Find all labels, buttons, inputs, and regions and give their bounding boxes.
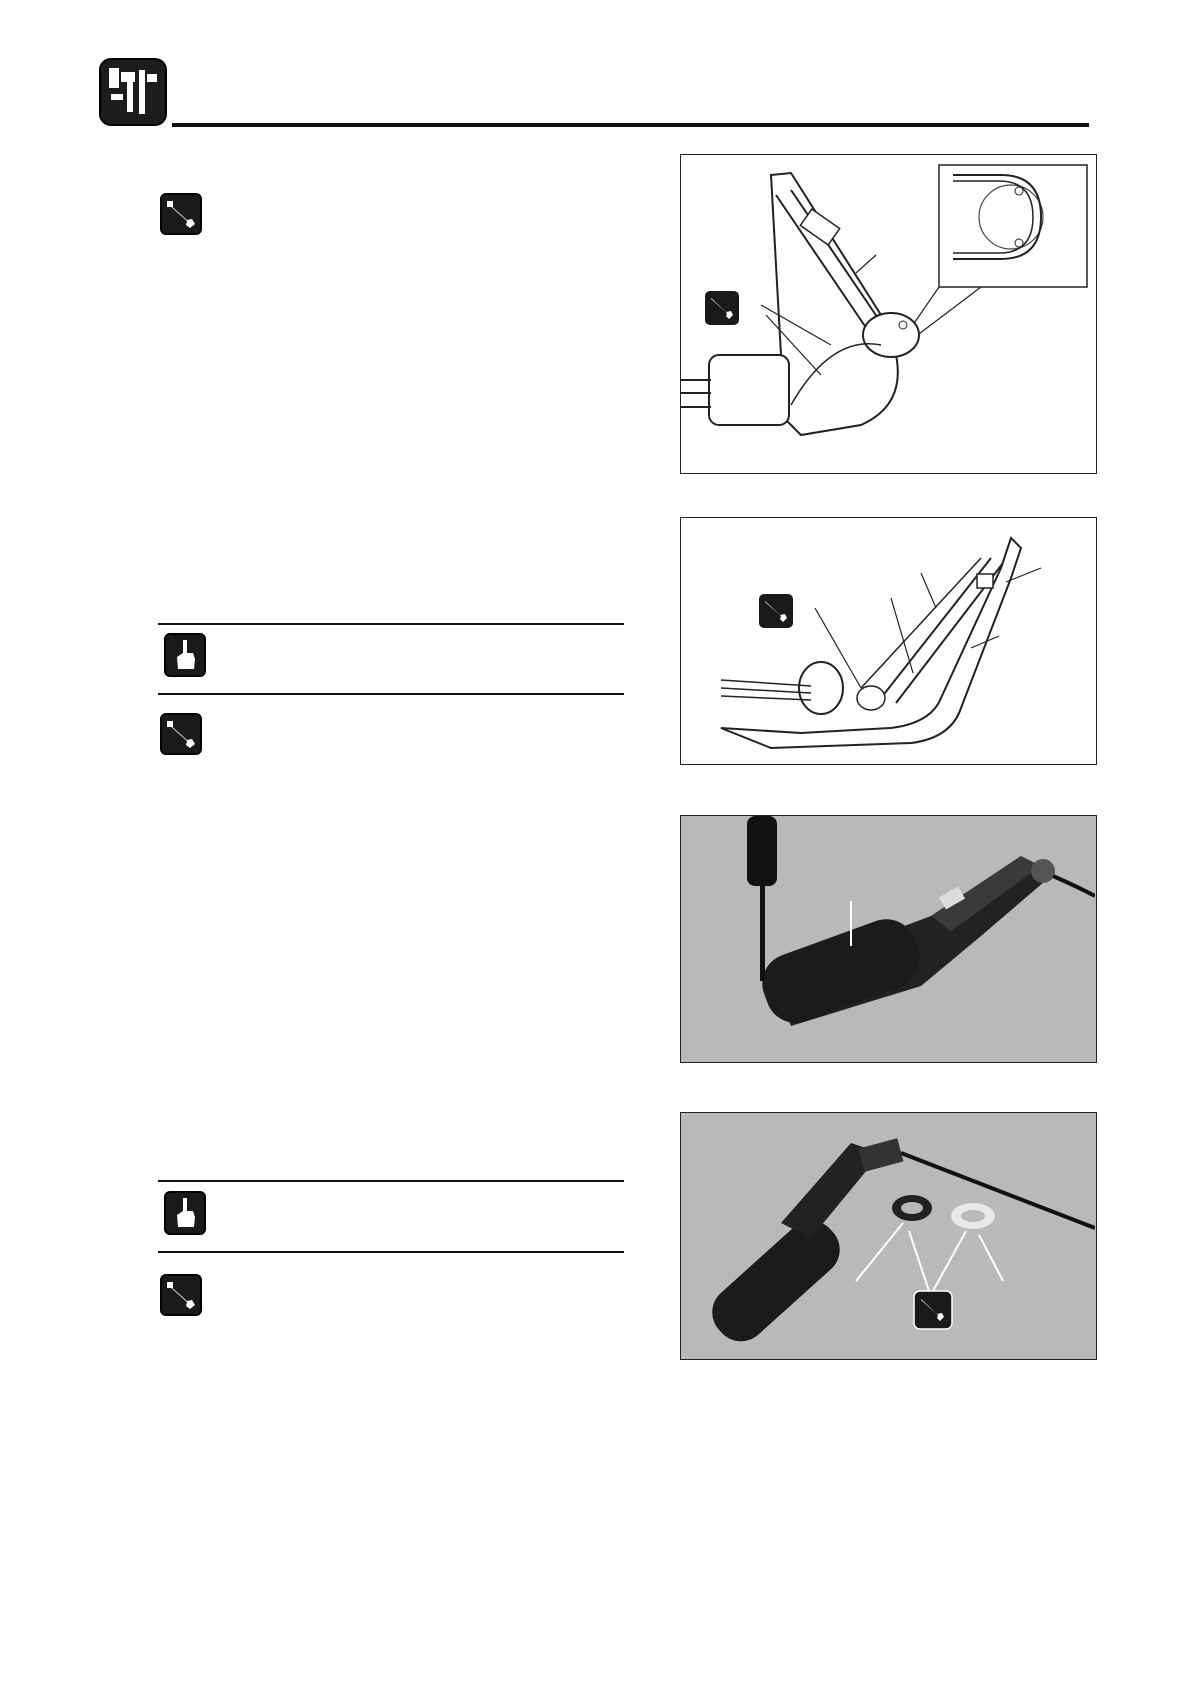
note-rule-bottom [158,1251,624,1253]
grease-gun-icon [160,193,202,235]
figure-grip-screwdriver [680,815,1097,1063]
grease-gun-icon [705,291,739,325]
figure-handle-cable [680,517,1097,765]
grip-screwdriver-photo [681,816,1095,1061]
grease-gun-icon [914,1291,952,1329]
note-rule-top [158,623,624,625]
handle-seals-photo [681,1113,1095,1358]
pointing-hand-icon [164,633,206,677]
note-rule-top [158,1180,624,1182]
figure-handle-harness [680,154,1097,474]
handle-harness-drawing [681,155,1095,472]
grease-gun-icon [160,1274,202,1316]
figure-handle-seals [680,1112,1097,1360]
grease-gun-icon [160,713,202,755]
header-rule [172,123,1089,127]
grease-gun-icon [759,594,793,628]
handle-cable-drawing [681,518,1095,763]
disassembly-tools-icon [99,58,167,126]
note-rule-bottom [158,693,624,695]
pointing-hand-icon [164,1191,206,1235]
